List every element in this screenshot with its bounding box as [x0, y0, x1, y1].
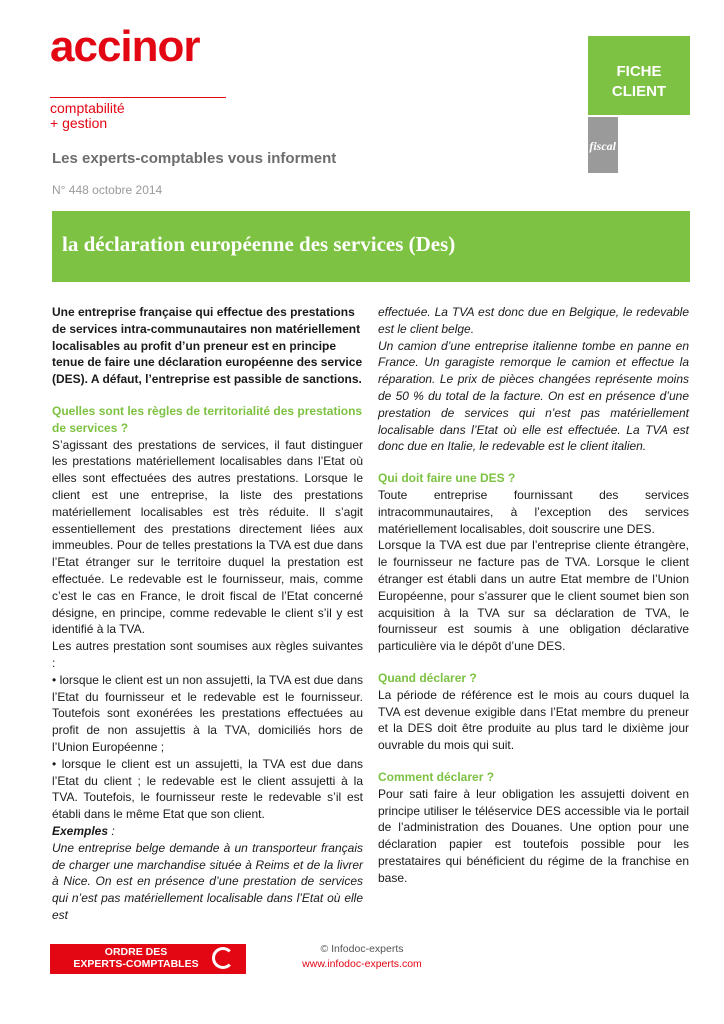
paragraph: Lorsque la TVA est due par l’entreprise cliente étrangère, le fournisseur ne facture pas de TVA. Lorsque le client étranger est établi dans un autre Etat membre de l’Union Européenne, pour s’assurer que le client soumet bien son acquisition à la TVA sur sa déclaration de TVA, le fournisseur est soumis à une obligation déclarative particulière via le dépôt d’une DES.: [378, 538, 689, 654]
left-column: [52, 304, 363, 924]
paragraph: S’agissant des prestations de services, il faut distinguer les prestations matériellement localisables dans l’Etat où elles sont effectuées des autres prestations. Lorsque le client est une entreprise, la liste des prestations matériellement localisables est très réduite. Il s’agit essentiellement des prestations directement liées aux immeubles. Pour de telles prestations la TVA est due dans l’Etat étranger sur le territoire duquel la prestation est effectuée. Le redevable est le fournisseur, mais, comme c’est le cas en France, le droit fiscal de l’Etat concerné désigne, en principe, comme redevable le client s’il y est identifié à la TVA.: [52, 437, 363, 637]
examples-heading: [52, 823, 363, 840]
example-paragraph: effectuée. La TVA est donc due en Belgique, le redevable est le client belge.: [378, 305, 689, 336]
ordre-logo-line1: ORDRE DES: [104, 946, 168, 958]
logo-subtitle: [50, 101, 125, 131]
section-heading-quand: Quand déclarer ?: [378, 670, 477, 685]
intro-paragraph: Une entreprise française qui effectue des prestations de services intra-communautaires non matériellement localisables au profit d’un preneur est en principe tenue de faire une déclaration européenne des service (DES). A défaut, l’entreprise est passible de sanctions.: [52, 305, 363, 387]
bullet-item: • lorsque le client est un assujetti, la TVA est due dans l’Etat du client ; le redevable est le client assujetti à la TVA. Toutefois, le fournisseur reste le redevable s’il est établi dans le même Etat que son client.: [52, 756, 363, 822]
examples-colon: :: [108, 823, 115, 838]
right-column: [378, 304, 689, 887]
examples-label: Exemples: [52, 823, 109, 838]
fiche-label: FICHE: [616, 63, 662, 80]
paragraph: Les autres prestation sont soumises aux règles suivantes :: [52, 639, 363, 670]
page-title: la déclaration européenne des services (Des): [62, 232, 456, 256]
client-label: CLIENT: [611, 83, 667, 100]
example-paragraph: Un camion d’une entreprise italienne tombe en panne en France. Un garagiste remorque le camion et effectue la réparation. Le prix de pièces changées représente moins de 50 % du total de la facture. On est en présence d’une prestation de services qui n’est pas matériellement localisable dans l’Etat où elle est effectuée. La TVA est donc due en Italie, le redevable est le client italien.: [378, 338, 689, 454]
logo-subtitle-line1: comptabilité: [50, 100, 125, 116]
accinor-logo: accinor: [50, 22, 200, 71]
fiche-client-badge: [588, 36, 690, 115]
ordre-logo-line2: EXPERTS-COMPTABLES: [73, 958, 199, 970]
tagline: Les experts-comptables vous informent: [52, 150, 337, 167]
paragraph: La période de référence est le mois au cours duquel la TVA est devenue exigible dans l’Etat membre du preneur et la DES doit être produite au plus tard le dixième jour ouvrable du mois qui suit.: [378, 687, 689, 753]
example-paragraph: Une entreprise belge demande à un transporteur français de charger une marchandise située à Reims et de la livrer à Nice. On est en présence d’une prestation de services qui n’est pas matériellement localisable dans l’Etat où elle est: [52, 840, 363, 922]
issue-number: N° 448 octobre 2014: [52, 183, 163, 197]
paragraph: Pour sati faire à leur obligation les assujetti doivent en principe utiliser le téléservice DES accessible via le portail de l’administration des Douanes. Une option pour une déclaration papier est toutefois possible pour les prestataires qui bénéficient du régime de la franchise en base.: [378, 786, 689, 885]
website-link[interactable]: www.infodoc-experts.com: [302, 958, 422, 970]
section-heading-comment: Comment déclarer ?: [378, 769, 495, 784]
copyright: © Infodoc-experts: [320, 943, 404, 955]
logo-divider: [50, 97, 226, 98]
section-heading-qui: Qui doit faire une DES ?: [378, 471, 516, 486]
category-label: fiscal: [589, 139, 616, 153]
paragraph: Toute entreprise fournissant des services intracommunautaires, à l’exception des services matériellement localisables, doit souscrire une DES.: [378, 487, 689, 536]
section-heading-territorialite: Quelles sont les règles de territorialité des prestations de services ?: [52, 403, 363, 435]
bullet-item: • lorsque le client est un non assujetti, la TVA est due dans l’Etat du fournisseur et le redevable est le fournisseur. Toutefois sont exonérées les prestations effectuées au profit de non assujettis à la TVA, domiciliés hors de l’Union Européenne ;: [52, 672, 363, 754]
logo-subtitle-line2: + gestion: [50, 115, 108, 131]
